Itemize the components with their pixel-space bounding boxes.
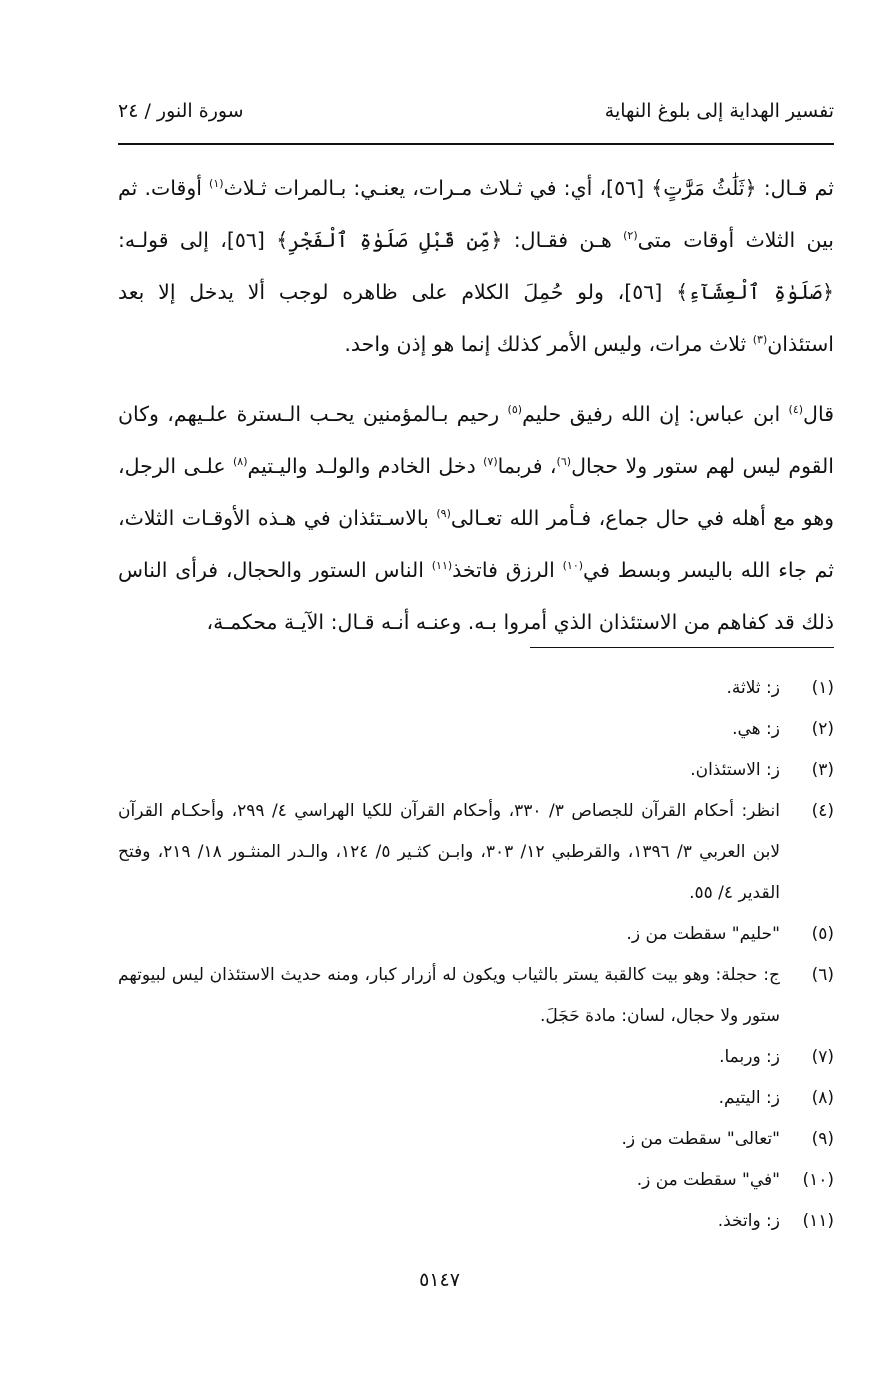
footnote	[118, 1037, 834, 1078]
footnote-text: ز: الاستئذان.	[690, 760, 780, 780]
footnote-separator	[530, 647, 834, 648]
book-title: تفسير الهداية إلى بلوغ النهاية	[604, 100, 834, 122]
surah-info: سورة النور / ٢٤	[118, 100, 244, 122]
header-rule	[118, 143, 834, 145]
footnote-text: ج: حجلة: وهو بيت كالقبة يستر بالثياب ويكون له أزرار كبار، ومنه حديث الاستئذان ليس لبيوتهم ستور ولا حجال، لسان: مادة حَجَلَ.	[118, 965, 780, 1026]
footnote-number: (١)	[811, 678, 834, 698]
footnote-ref: (٢)	[623, 229, 638, 243]
quran-quote: ﴿مِّن قَبْلِ صَلَوٰةِ ٱلْفَجْرِ﴾	[276, 228, 503, 252]
paragraph-2: قال$^{(٤)}$ ابن عباس: إن الله رفيق حليم$^{(٥)}$ رحيم بـالمؤمنين يحـب الـسترة علـيهم، وكان القوم ليس لهم ستور ولا حجال$^{(٦)}$، فربما$^{(٧)}$ دخل الخادم والولـد واليـتيم$^{(٨)}$ علـى الرجل، وهو مع أهله في حال جماع، فـأمر الله تعـالى$^{(٩)}$ بالاسـتئذان في هـذه الأوقـات الثلاث، ثم جاء الله باليسر وبسط في$^{(١٠)}$ الرزق فاتخذ$^{(١١)}$ الناس الستور والحجال، فرأى الناس ذلك قد كفاهم من الاستئذان الذي أمروا بـه. وعنـه أنـه قـال: الآيـة محكمـة،	[118, 402, 834, 634]
main-text	[118, 162, 834, 648]
footnote-ref: (١١)	[431, 559, 453, 573]
footnote-ref: (١)	[209, 177, 224, 191]
running-header	[118, 96, 834, 136]
footnote-number: (١١)	[802, 1211, 834, 1231]
footnote-number: (٩)	[811, 1129, 834, 1149]
footnote	[118, 1078, 834, 1119]
footnote	[118, 668, 834, 709]
footnote-number: (٢)	[811, 719, 834, 739]
footnote-number: (٨)	[811, 1088, 834, 1108]
footnotes	[118, 668, 834, 1242]
footnote-number: (٧)	[811, 1047, 834, 1067]
footnote-number: (٥)	[811, 924, 834, 944]
footnote-number: (٦)	[811, 965, 834, 985]
footnote-ref: (٧)	[483, 455, 498, 469]
footnote-ref: (١٠)	[562, 559, 584, 573]
footnote-text: ز: ثلاثة.	[726, 678, 780, 698]
quran-quote: ﴿ثَلَٰثُ مَرَّٰتٍ﴾	[651, 176, 757, 200]
footnote-text: "في" سقطت من ز.	[636, 1170, 780, 1190]
footnote-ref: (٥)	[507, 403, 523, 417]
footnote	[118, 1201, 834, 1242]
footnote-ref: (٤)	[788, 403, 804, 417]
footnote-text: ز: وربما.	[719, 1047, 780, 1067]
quran-quote: ﴿صَلَوٰةِ ٱلْعِشَآءِ﴾	[676, 280, 834, 304]
footnote-number: (٤)	[811, 801, 834, 821]
footnote	[118, 914, 834, 955]
footnote-text: ز: هي.	[732, 719, 780, 739]
footnote	[118, 791, 834, 914]
footnote	[118, 955, 834, 1037]
footnote-ref: (٦)	[556, 455, 572, 469]
paragraph-1: ثم قـال: ﴿ثَلَٰثُ مَرَّٰتٍ﴾ [٥٦]، أي: في ثـلاث مـرات، يعنـي: بـالمرات ثـلاث$^{(١)}$ أوقات. ثم بين الثلاث أوقات متى$^{(٢)}$ هـن فقـال: ﴿مِّن قَبْلِ صَلَوٰةِ ٱلْفَجْرِ﴾ [٥٦]، إلى قولـه: ﴿صَلَوٰةِ ٱلْعِشَآءِ﴾ [٥٦]، ولو حُمِلَ الكلام على ظاهره لوجب ألا يدخل إلا بعد استئذان$^{(٣)}$ ثلاث مرات، وليس الأمر كذلك إنما هو إذن واحد.	[118, 176, 835, 356]
footnote-text: "تعالى" سقطت من ز.	[621, 1129, 780, 1149]
footnote	[118, 1119, 834, 1160]
footnote-ref: (٣)	[752, 333, 768, 347]
footnote-number: (٣)	[811, 760, 834, 780]
footnote-text: انظر: أحكام القرآن للجصاص ٣/ ٣٣٠، وأحكام القرآن للكيا الهراسي ٤/ ٢٩٩، وأحكـام القرآن لابن العربي ٣/ ١٣٩٦، والقرطبي ١٢/ ٣٠٣، وابـن كثـير ٥/ ١٢٤، والـدر المنثـور ١٨/ ٢١٩، وفتح القدير ٤/ ٥٥.	[118, 801, 781, 903]
footnote	[118, 1160, 834, 1201]
footnote-number: (١٠)	[802, 1170, 834, 1190]
footnote	[118, 709, 834, 750]
footnote-ref: (٩)	[436, 507, 451, 521]
page-number: ٥١٤٧	[419, 1269, 460, 1291]
footnote-ref: (٨)	[232, 455, 248, 469]
footnote	[118, 750, 834, 791]
footnote-text: ز: اليتيم.	[718, 1088, 780, 1108]
footnote-text: "حليم" سقطت من ز.	[626, 924, 780, 944]
footnote-text: ز: واتخذ.	[717, 1211, 780, 1231]
